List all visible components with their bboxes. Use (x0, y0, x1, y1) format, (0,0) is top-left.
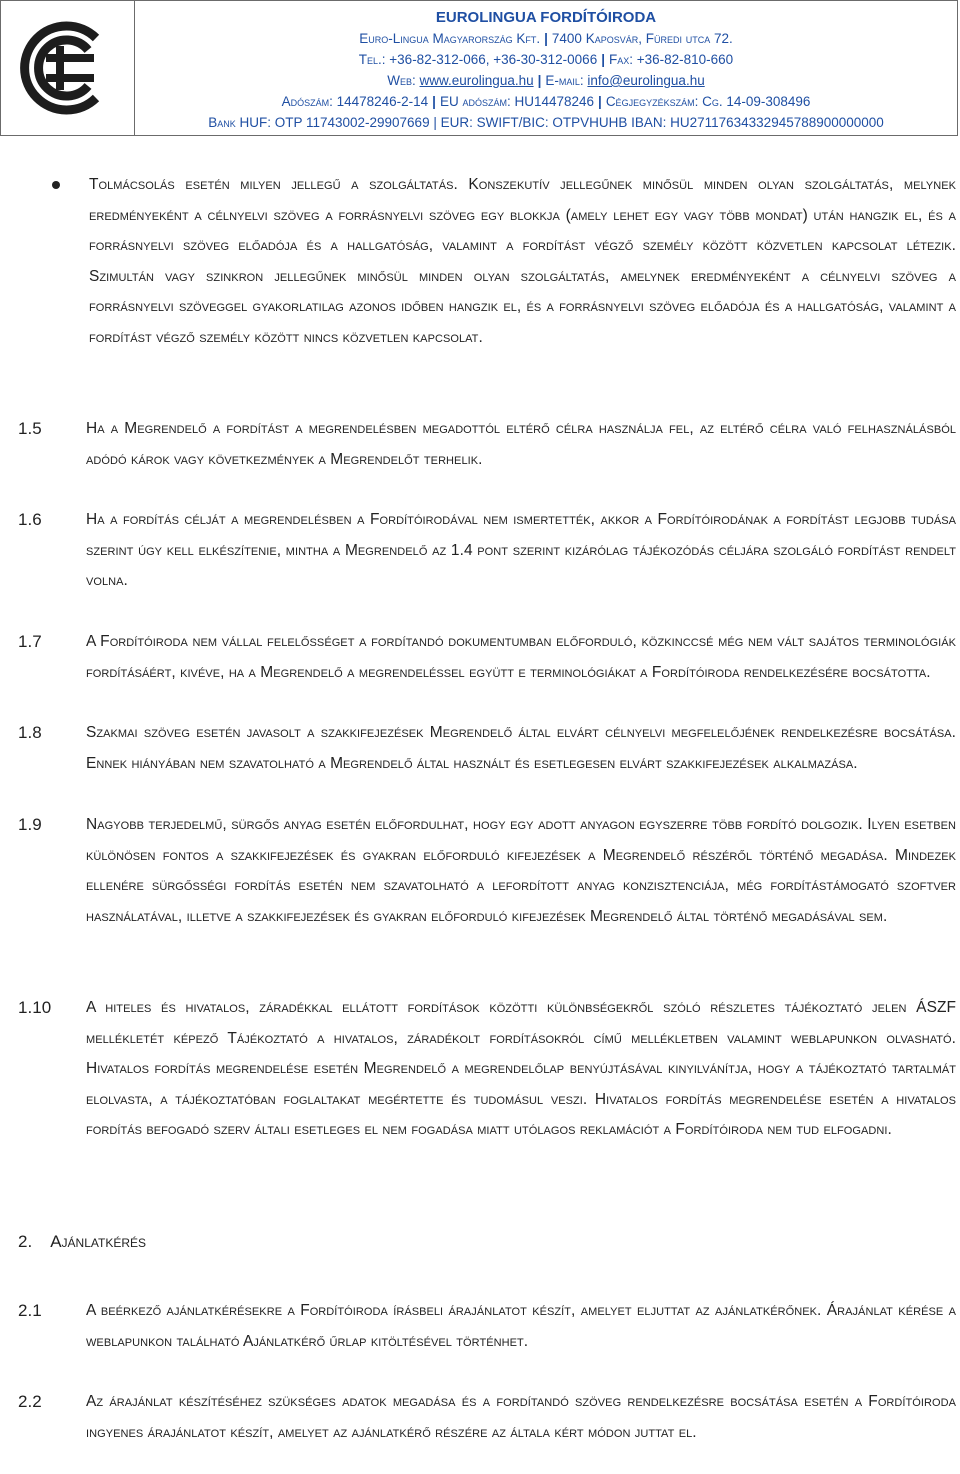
item-text: A beérkező ajánlatkérésekre a Fordítóiroda írásbeli árajánlatot készít, amelyet eljuttat az ajánlatkérőnek. Árajánlat kérése a weblapunkon található Ajánlatkérő űrlap kitöltésével történhet. (86, 1302, 956, 1350)
section-title: Ajánlatkérés (50, 1232, 146, 1251)
address-city: 7400 Kaposvár, Füredi utca 72. (551, 31, 733, 46)
item-text: Nagyobb terjedelmű, sürgős anyag esetén előfordulhat, hogy egy adott anyagon egyszerre több fordító dolgozik. Ilyen esetben különösen fontos a szakkifejezések és gyakran előforduló kifejezések a Megrendelő részéről történő megadása. Mindezek ellenére sürgősségi fordítás esetén nem szavatolható a lefordított anyag konzisztenciája, még fordítástámogató szoftver használatával, illetve a szakkifejezések és gyakran előforduló kifejezések Megrendelő által történő megadásával sem. (86, 816, 956, 925)
item-1-10 (0, 993, 960, 1146)
section-heading (18, 1232, 146, 1252)
address-line: Euro-Lingua Magyarország Kft. | 7400 Kaposvár, Füredi utca 72. (359, 31, 733, 46)
item-text: A hiteles és hivatalos, záradékkal ellátott fordítások közötti különbségekről szóló részletes tájékoztató jelen ÁSZF mellékletét képező Tájékoztató a hivatalos, záradékolt fordításokról című mellékletben valamint weblapunkon olvasható. Hivatalos fordítás megrendelése esetén Megrendelő a megrendelőlap benyújtásával kinyilvánítja, hogy a tájékoztató tartalmát elolvasta, a tájékoztatóban foglaltakat megértette és tudomásul veszi. Hivatalos fordítás megrendelése esetén a hivatalos fordítás befogadó szerv általi esetleges el nem fogadása miatt utólagos reklamációt a Fordítóiroda nem tud elfogadni. (86, 999, 956, 1138)
item-2-2 (0, 1387, 960, 1448)
item-1-9 (0, 810, 960, 932)
item-number: 1.6 (18, 510, 42, 529)
item-text: Ha a Megrendelő a fordítást a megrendelésben megadottól eltérő célra használja fel, az eltérő célra való felhasználásból adódó károk vagy következmények a Megrendelőt terhelik. (86, 420, 956, 468)
item-number: 2.1 (18, 1301, 42, 1320)
item-1-7 (0, 627, 960, 688)
item-number: 1.9 (18, 815, 42, 834)
web-link[interactable]: www.eurolingua.hu (419, 73, 534, 88)
item-1-6 (0, 505, 960, 597)
item-2-1 (0, 1296, 960, 1357)
eurolingua-logo-icon (16, 16, 120, 120)
item-1-8 (0, 718, 960, 779)
reg-no: Cégjegyzékszám: Cg. 14-09-308496 (605, 94, 811, 109)
tax-id: Adószám: 14478246-2-14 (281, 94, 429, 109)
tax-line: Adószám: 14478246-2-14 | EU adószám: HU14478246 | Cégjegyzékszám: Cg. 14-09-308496 (281, 94, 811, 109)
item-text: Szakmai szöveg esetén javasolt a szakkifejezések Megrendelő által elvárt célnyelvi megfelelőjének rendelkezésre bocsátása. Ennek hiányában nem szavatolható a Megrendelő által használt és esetlegesen elvárt szakkifejezések alkalmazása. (86, 724, 956, 772)
web-label: Web: (387, 73, 416, 88)
letterhead-info (135, 1, 957, 135)
fax: Fax: +36-82-810-660 (608, 52, 734, 67)
web-line: Web: www.eurolingua.hu | E-mail: info@eurolingua.hu (387, 73, 705, 88)
item-text: Az árajánlat készítéséhez szükséges adatok megadása és a fordítandó szöveg rendelkezésre bocsátása esetén a Fordítóiroda ingyenes árajánlatot készít, amelyet az ajánlatkérő részére az általa kért módon juttat el. (86, 1393, 956, 1441)
item-text: Ha a fordítás célját a megrendelésben a Fordítóirodával nem ismertették, akkor a Fordítóirodának a fordítást legjobb tudása szerint úgy kell elkészítenie, mintha a Megrendelő az 1.4 pont szerint kizárólag tájékozódás céljára szolgáló fordítást rendelt volna. (86, 511, 956, 589)
item-number: 1.10 (18, 998, 52, 1017)
bullet-paragraph (0, 170, 960, 353)
eu-tax-id: EU adószám: HU14478246 (439, 94, 595, 109)
phone-line: Tel.: +36-82-312-066, +36-30-312-0066 | Fax: +36-82-810-660 (358, 52, 734, 67)
section-number: 2. (18, 1232, 33, 1251)
logo-cell (1, 1, 135, 135)
phone: Tel.: +36-82-312-066, +36-30-312-0066 (358, 52, 598, 67)
address-company: Euro-Lingua Magyarország Kft. (359, 31, 541, 46)
item-number: 1.8 (18, 723, 42, 742)
bank-line: Bank HUF: OTP 11743002-29907669 | EUR: SWIFT/BIC: OTPVHUHB IBAN: HU27117634332945788900000000 (208, 115, 884, 130)
item-1-5 (0, 414, 960, 475)
bullet-icon (52, 181, 60, 189)
email-link[interactable]: info@eurolingua.hu (587, 73, 705, 88)
bullet-text: Tolmácsolás esetén milyen jellegű a szolgáltatás. Konszekutív jellegűnek minősül minden olyan szolgáltatás, melynek eredményeként a célnyelvi szöveg a forrásnyelvi szöveg egy blokkja (amely lehet egy vagy több mondat) után hangzik el, és a forrásnyelvi szöveg előadója és a hallgatóság, valamint a fordítást végző személy között közvetlen kapcsolat létezik. Szimultán vagy szinkron jellegűnek minősül minden olyan szolgáltatás, amelynek eredményeként a célnyelvi szöveg a forrásnyelvi szöveggel gyakorlatilag azonos időben hangzik el, és a forrásnyelvi szöveg előadója és a hallgatóság, valamint a fordítást végző személy között nincs közvetlen kapcsolat. (89, 176, 956, 346)
email-label: E-mail: (545, 73, 584, 88)
item-number: 1.7 (18, 632, 42, 651)
letterhead (0, 0, 958, 136)
item-text: A Fordítóiroda nem vállal felelősséget a fordítandó dokumentumban előforduló, közkinccsé még nem vált sajátos terminológiák fordításáért, kivéve, ha a Megrendelő a megrendeléssel együtt e terminológiákat a Fordítóiroda rendelkezésére bocsátotta. (86, 633, 956, 681)
item-number: 1.5 (18, 419, 42, 438)
company-name: EUROLINGUA FORDÍTÓIRODA (435, 9, 657, 26)
item-number: 2.2 (18, 1392, 42, 1411)
